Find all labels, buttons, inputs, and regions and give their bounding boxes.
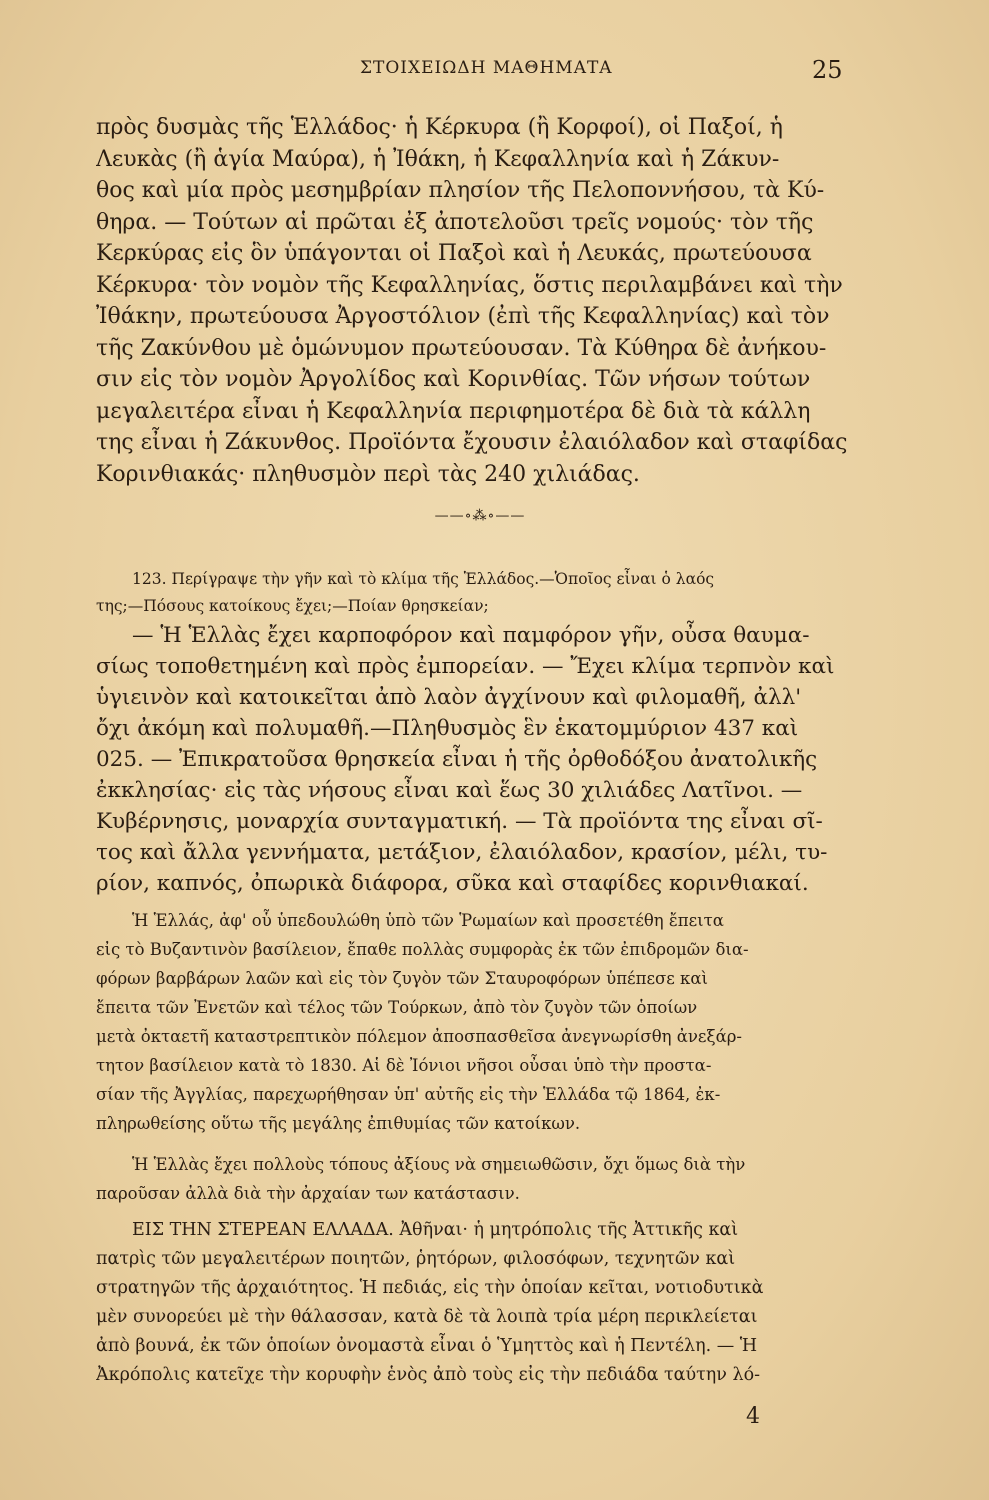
text-line: 025. — Ἐπικρατοῦσα θρησκεία εἶναι ἡ τῆς ὀρθοδόξου ἀνατολικῆς [96,747,818,772]
text-line: θηρα. — Τούτων αἱ πρῶται ἐξ ἀποτελοῦσι τρεῖς νομούς· τὸν τῆς [96,209,814,235]
text-line: — Ἡ Ἑλλὰς ἔχει καρποφόρον καὶ παμφόρον γῆν, οὖσα θαυμα- [132,623,810,648]
question-123 [96,566,856,620]
section-sterea-ellada [96,1216,856,1390]
text-line: μετὰ ὀκταετῆ καταστρεπτικὸν πόλεμον ἀποσπασθεῖσα ἀνεγνωρίσθη ἀνεξάρ- [96,1027,742,1046]
text-line: μεγαλειτέρα εἶναι ἡ Κεφαλληνία περιφημοτέρα δὲ διὰ τὰ κάλλη [96,398,811,424]
text-line: τῆς Ζακύνθου μὲ ὁμώνυμον πρωτεύουσαν. Τὰ Κύθηρα δὲ ἀνήκου- [96,335,827,361]
text-line: ὑγιεινὸν καὶ κατοικεῖται ἀπὸ λαὸν ἀγχίνουν καὶ φιλομαθῆ, ἀλλ' [96,685,802,710]
text-line: Λευκὰς (ἢ ἁγία Μαύρα), ἡ Ἰθάκη, ἡ Κεφαλληνία καὶ ἡ Ζάκυν- [96,146,780,172]
text-line: Ἀκρόπολις κατεῖχε τὴν κορυφὴν ἑνὸς ἀπὸ τοὺς εἰς τὴν πεδιάδα ταύτην λό- [96,1365,761,1385]
text-line: Ἰθάκην, πρωτεύουσα Ἀργοστόλιον (ἐπὶ τῆς Κεφαλληνίας) καὶ τὸν [96,304,830,329]
text-line: σίως τοποθετημένη καὶ πρὸς ἐμπορείαν. — Ἔχει κλίμα τερπνὸν καὶ [96,654,835,679]
text-line: τητον βασίλειον κατὰ τὸ 1830. Αἱ δὲ Ἰόνιοι νῆσοι οὖσαι ὑπὸ τὴν προστα- [96,1056,712,1075]
text-line: θος καὶ μία πρὸς μεσημβρίαν πλησίον τῆς Πελοποννήσου, τὰ Κύ- [96,178,825,203]
text-line: της;—Πόσους κατοίκους ἔχει;—Ποίαν θρησκείαν; [96,597,489,615]
text-line: ἔπειτα τῶν Ἐνετῶν καὶ τέλος τῶν Τούρκων, ἀπὸ τὸν ζυγὸν τῶν ὁποίων [96,998,698,1017]
paragraph-ionian-islands [96,112,856,490]
text-line: παροῦσαν ἀλλὰ διὰ τὴν ἀρχαίαν των κατάστασιν. [96,1184,520,1203]
text-line: εἰς τὸ Βυζαντινὸν βασίλειον, ἔπαθε πολλὰς συμφορὰς ἐκ τῶν ἐπιδρομῶν δια- [96,940,749,959]
text-line: σιν εἰς τὸν νομὸν Ἀργολίδος καὶ Κορινθίας. Τῶν νήσων τούτων [96,367,811,392]
text-line: Κυβέρνησις, μοναρχία συνταγματική. — Τὰ προϊόντα της εἶναι σῖ- [96,809,823,834]
text-line: Κορινθιακάς· πληθυσμὸν περὶ τὰς 240 χιλιάδας. [96,461,640,487]
running-head: ΣΤΟΙΧΕΙΩΔΗ ΜΑΘΗΜΑΤΑ [360,58,613,78]
text-line: ρίον, καπνός, ὀπωρικὰ διάφορα, σῦκα καὶ σταφίδες κορινθιακαί. [96,871,809,896]
text-line: ἐκκλησίας· εἰς τὰς νήσους εἶναι καὶ ἕως 30 χιλιάδες Λατῖνοι. — [96,778,803,803]
text-line: ἀπὸ βουνά, ἐκ τῶν ὁποίων ὀνομαστὰ εἶναι ὁ Ὑμηττὸς καὶ ἡ Πεντέλη. — Ἡ [96,1336,758,1356]
text-line: Κερκύρας εἰς ὃν ὑπάγονται οἱ Παξοὶ καὶ ἡ Λευκάς, πρωτεύουσα [96,241,812,266]
text-line: σίαν τῆς Ἀγγλίας, παρεχωρήθησαν ὑπ' αὐτῆς εἰς τὴν Ἑλλάδα τῷ 1864, ἐκ- [96,1085,721,1104]
text-line: ΕΙΣ ΤΗΝ ΣΤΕΡΕΑΝ ΕΛΛΑΔΑ. Ἀθῆναι· ἡ μητρόπολις τῆς Ἀττικῆς καὶ [132,1220,739,1240]
text-line: τος καὶ ἄλλα γεννήματα, μετάξιον, ἐλαιόλαδον, κρασίον, μέλι, τυ- [96,840,828,865]
text-line: της εἶναι ἡ Ζάκυνθος. Προϊόντα ἔχουσιν ἐλαιόλαδον καὶ σταφίδας [96,430,848,455]
text-line: στρατηγῶν τῆς ἀρχαιότητος. Ἡ πεδιάς, εἰς τὴν ὁποίαν κεῖται, νοτιοδυτικὰ [96,1278,764,1298]
text-line: ὄχι ἀκόμη καὶ πολυμαθῆ.—Πληθυσμὸς ἓν ἑκατομμύριον 437 καὶ [96,716,799,741]
text-line: μὲν συνορεύει μὲ τὴν θάλασσαν, κατὰ δὲ τὰ λοιπὰ τρία μέρη περικλείεται [96,1307,758,1327]
history-paragraph [96,906,856,1138]
text-line: πατρὶς τῶν μεγαλειτέρων ποιητῶν, ῥητόρων, φιλοσόφων, τεχνητῶν καὶ [96,1249,736,1269]
text-line: Ἡ Ἑλλὰς ἔχει πολλοὺς τόπους ἀξίους νὰ σημειωθῶσιν, ὄχι ὅμως διὰ τὴν [132,1155,746,1174]
page-number: 25 [812,56,843,84]
note-paragraph [96,1150,856,1208]
answer-paragraph [96,620,856,899]
text-line: πληρωθείσης οὕτω τῆς μεγάλης ἐπιθυμίας τῶν κατοίκων. [96,1114,581,1133]
text-line: Κέρκυρα· τὸν νομὸν τῆς Κεφαλληνίας, ὅστις περιλαμβάνει καὶ τὴν [96,272,843,298]
text-line: Ἡ Ἑλλάς, ἀφ' οὗ ὑπεδουλώθη ὑπὸ τῶν Ῥωμαίων καὶ προσετέθη ἔπειτα [132,911,724,930]
text-line: 123. Περίγραψε τὴν γῆν καὶ τὸ κλίμα τῆς Ἑλλάδος.—Ὁποῖος εἶναι ὁ λαός [132,570,715,588]
text-line: φόρων βαρβάρων λαῶν καὶ εἰς τὸν ζυγὸν τῶν Σταυροφόρων ὑπέπεσε καὶ [96,969,708,988]
section-ornament: ——∘⁂∘—— [434,508,526,524]
signature-mark: 4 [746,1404,760,1429]
text-line: πρὸς δυσμὰς τῆς Ἑλλάδος· ἡ Κέρκυρα (ἢ Κορφοί), οἱ Παξοί, ἡ [96,115,783,140]
